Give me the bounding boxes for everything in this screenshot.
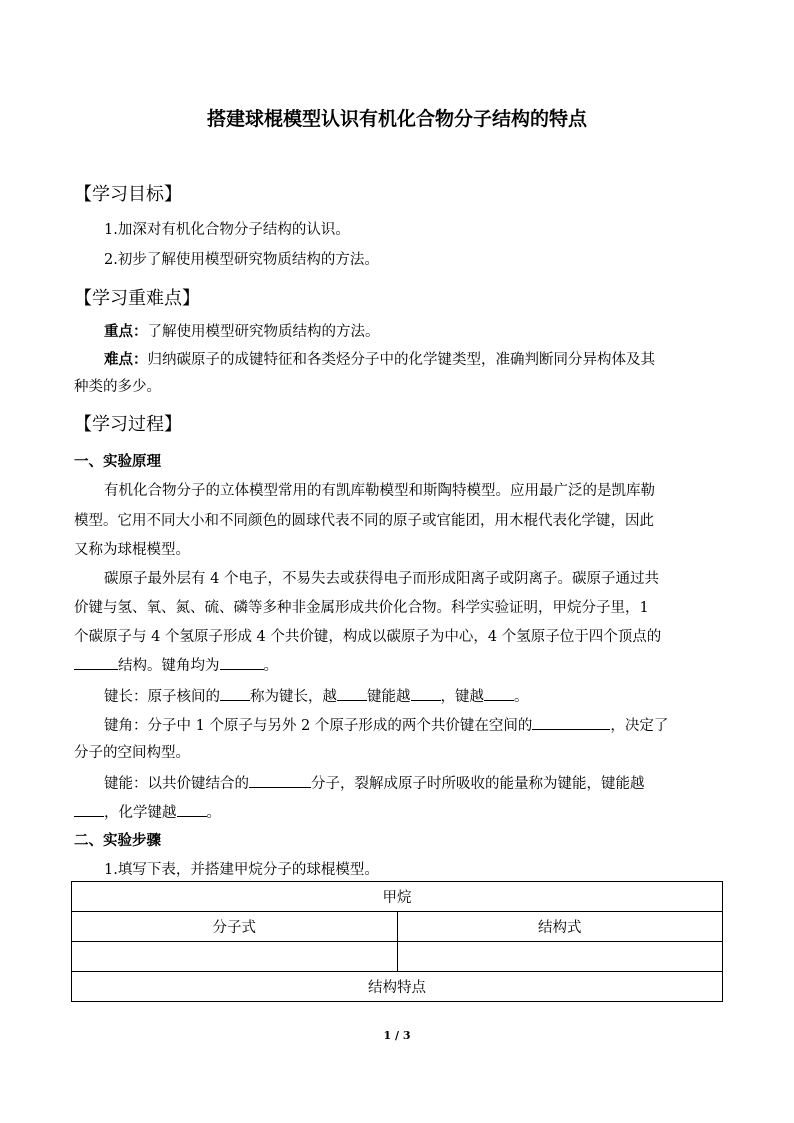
blank-bl-4[interactable] <box>484 686 514 701</box>
difficulty-label: 难点： <box>104 351 148 368</box>
process-heading: 【学习过程】 <box>74 414 182 435</box>
blank-bl-2[interactable] <box>337 686 367 701</box>
page-number: 1 / 3 <box>383 1029 411 1042</box>
col-header-formula: 分子式 <box>72 912 398 942</box>
para1-line-1: 有机化合物分子的立体模型常用的有凯库勒模型和斯陶特模型。应用最广泛的是凯库勒 <box>104 483 655 499</box>
para1-line-3: 又称为球棍模型。 <box>74 542 190 558</box>
bond-energy-line: 键能：以共价键结合的 分子，裂解成原子时所吸收的能量称为键能，键能越 <box>104 773 645 794</box>
blank-be-3[interactable] <box>177 802 207 817</box>
col-header-structure: 结构式 <box>397 912 723 942</box>
goal-item-2: 2.初步了解使用模型研究物质结构的方法。 <box>104 252 379 268</box>
methane-table <box>71 881 723 1002</box>
goals-heading: 【学习目标】 <box>74 184 182 205</box>
blank-structure[interactable] <box>74 655 118 670</box>
difficulty-line-2: 种类的多少。 <box>74 379 161 395</box>
bond-angle-line-2: 分子的空间构型。 <box>74 745 190 761</box>
focus-line <box>104 322 380 342</box>
row-label-structure-features: 结构特点 <box>72 972 723 1002</box>
step-1: 1.填写下表，并搭建甲烷分子的球棍模型。 <box>104 862 379 878</box>
bond-length-line: 键长：原子核间的 称为键长，越 键能越 ，键越 。 <box>104 686 529 707</box>
difficulty-line <box>104 350 655 370</box>
blank-be-1[interactable] <box>249 773 311 788</box>
focus-label: 重点： <box>104 323 148 340</box>
difficulty-text: 归纳碳原子的成键特征和各类烃分子中的化学键类型，准确判断同分异构体及其 <box>147 352 655 368</box>
table-title: 甲烷 <box>72 882 723 912</box>
cell-structure-input[interactable] <box>397 942 723 972</box>
focus-text: 了解使用模型研究物质结构的方法。 <box>147 324 380 340</box>
blank-bl-1[interactable] <box>220 686 250 701</box>
keypoints-heading: 【学习重难点】 <box>74 288 200 309</box>
blank-bond-angle[interactable] <box>220 655 264 670</box>
para2-line-1: 碳原子最外层有 4 个电子，不易失去或获得电子而形成阳离子或阴离子。碳原子通过共 <box>104 571 659 587</box>
para1-line-2: 模型。它用不同大小和不同颜色的圆球代表不同的原子或官能团，用木棍代表化学键，因此 <box>74 513 654 529</box>
bond-angle-line: 键角：分子中 1 个原子与另外 2 个原子形成的两个共价键在空间的 ，决定了 <box>104 715 668 736</box>
blank-ba[interactable] <box>532 715 610 730</box>
bond-energy-line-2: ，化学键越 。 <box>74 802 221 823</box>
para2-line-3: 个碳原子与 4 个氢原子形成 4 个共价键，构成以碳原子为中心，4 个氢原子位于四个顶点的 <box>74 629 662 645</box>
para2-line-4: 结构。键角均为 。 <box>74 655 278 676</box>
section-1-title: 一、实验原理 <box>74 453 161 470</box>
cell-formula-input[interactable] <box>72 942 398 972</box>
para2-line-2: 价键与氢、氧、氮、硫、磷等多种非金属形成共价化合物。科学实验证明，甲烷分子里，1 <box>74 600 649 616</box>
page-title: 搭建球棍模型认识有机化合物分子结构的特点 <box>206 108 587 130</box>
goal-item-1: 1.加深对有机化合物分子结构的认识。 <box>104 222 350 238</box>
blank-bl-3[interactable] <box>411 686 441 701</box>
blank-be-2[interactable] <box>74 802 104 817</box>
section-2-title: 二、实验步骤 <box>74 832 161 849</box>
